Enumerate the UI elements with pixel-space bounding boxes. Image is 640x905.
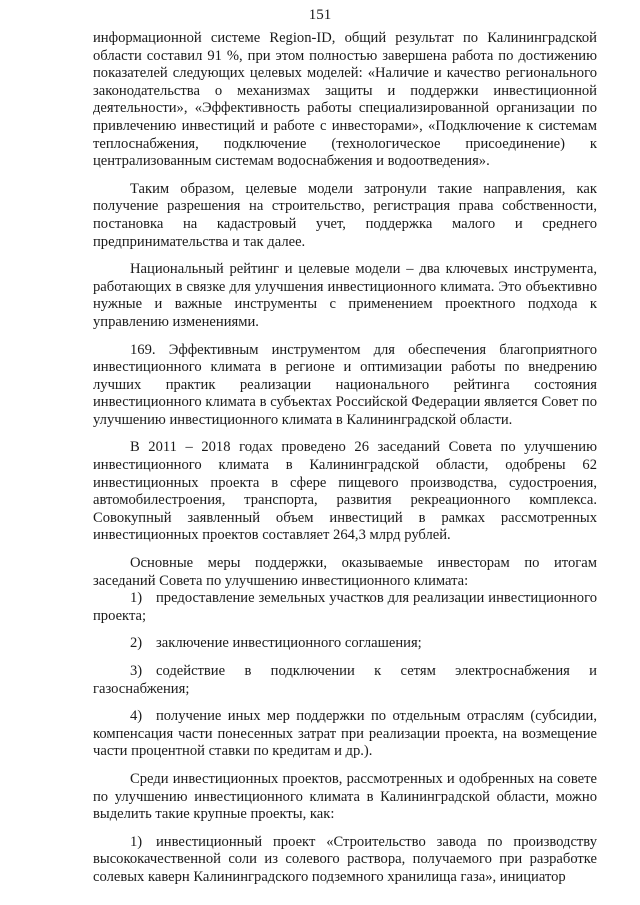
list-marker: 1)	[130, 590, 143, 607]
paragraph: Национальный рейтинг и целевые модели – два ключевых инструмента, работающих в связке для улучшения инвестиционного климата. Это объективно нужные и важные инструменты с применением проектного подхода к управлению изменениями.	[93, 261, 597, 330]
list-item-text: получение иных мер поддержки по отдельным отраслям (субсидии, компенсация части понесенных затрат при реализации проекта, на возмещение части процентной ставки по кредитам и др.).	[93, 708, 597, 760]
list-item	[93, 708, 597, 761]
paragraph: В 2011 – 2018 годах проведено 26 заседаний Совета по улучшению инвестиционного климата в Калининградской области, одобрены 62 инвестиционных проекта в сфере пищевого производства, судостроения, автомобилестроения, транспорта, развития рекреационного комплекса. Совокупный заявленный объем инвестиций в рамках рассмотренных инвестиционных проектов составляет 264,3 млрд рублей.	[93, 439, 597, 544]
list-item	[93, 834, 597, 887]
list-item-text: предоставление земельных участков для реализации инвестиционного проекта;	[93, 590, 597, 624]
list-item-text: заключение инвестиционного соглашения;	[156, 635, 422, 652]
body-text	[93, 30, 597, 887]
list-marker: 4)	[130, 708, 143, 725]
list-item-text: инвестиционный проект «Строительство завода по производству высококачественной соли из солевого раствора, получаемого при разработке солевых каверн Калининградского подземного хранилища газа», инициатор	[93, 833, 597, 885]
list-marker: 2)	[130, 635, 143, 652]
list-item	[93, 635, 597, 653]
paragraph: информационной системе Region-ID, общий результат по Калининградской области составил 91 %, при этом полностью завершена работа по достижению показателей следующих целевых моделей: «Наличие и качество регионального законодательства о механизмах защиты и поддержки инвестиционной деятельности», «Эффективность работы специализированной организации по привлечению инвестиций и работе с инвесторами», «Подключение к системам теплоснабжения, подключение (технологическое присоединение) к централизованным системам водоснабжения и водоотведения».	[93, 30, 597, 170]
paragraph: Таким образом, целевые модели затронули такие направления, как получение разрешения на строительство, регистрация права собственности, постановка на кадастровый учет, поддержка малого и среднего предпринимательства и так далее.	[93, 180, 597, 250]
paragraph: Основные меры поддержки, оказываемые инвесторам по итогам заседаний Совета по улучшению инвестиционного климата:	[93, 555, 597, 589]
paragraph: 169. Эффективным инструментом для обеспечения благоприятного инвестиционного климата в регионе и оптимизации работы по внедрению лучших практик реализации национального рейтинга состояния инвестиционного климата в субъектах Российской Федерации является Совет по улучшению инвестиционного климата в Калининградской области.	[93, 341, 597, 428]
list-item	[93, 663, 597, 698]
list-marker: 3)	[130, 663, 143, 679]
list-marker: 1)	[130, 833, 143, 850]
list-item	[93, 590, 597, 625]
paragraph: Среди инвестиционных проектов, рассмотренных и одобренных на совете по улучшению инвестиционного климата в Калининградской области, можно выделить такие крупные проекты, как:	[93, 770, 597, 823]
list-item-text: содействие в подключении к сетям электроснабжения и газоснабжения;	[93, 663, 597, 697]
page-number: 151	[308, 7, 332, 23]
